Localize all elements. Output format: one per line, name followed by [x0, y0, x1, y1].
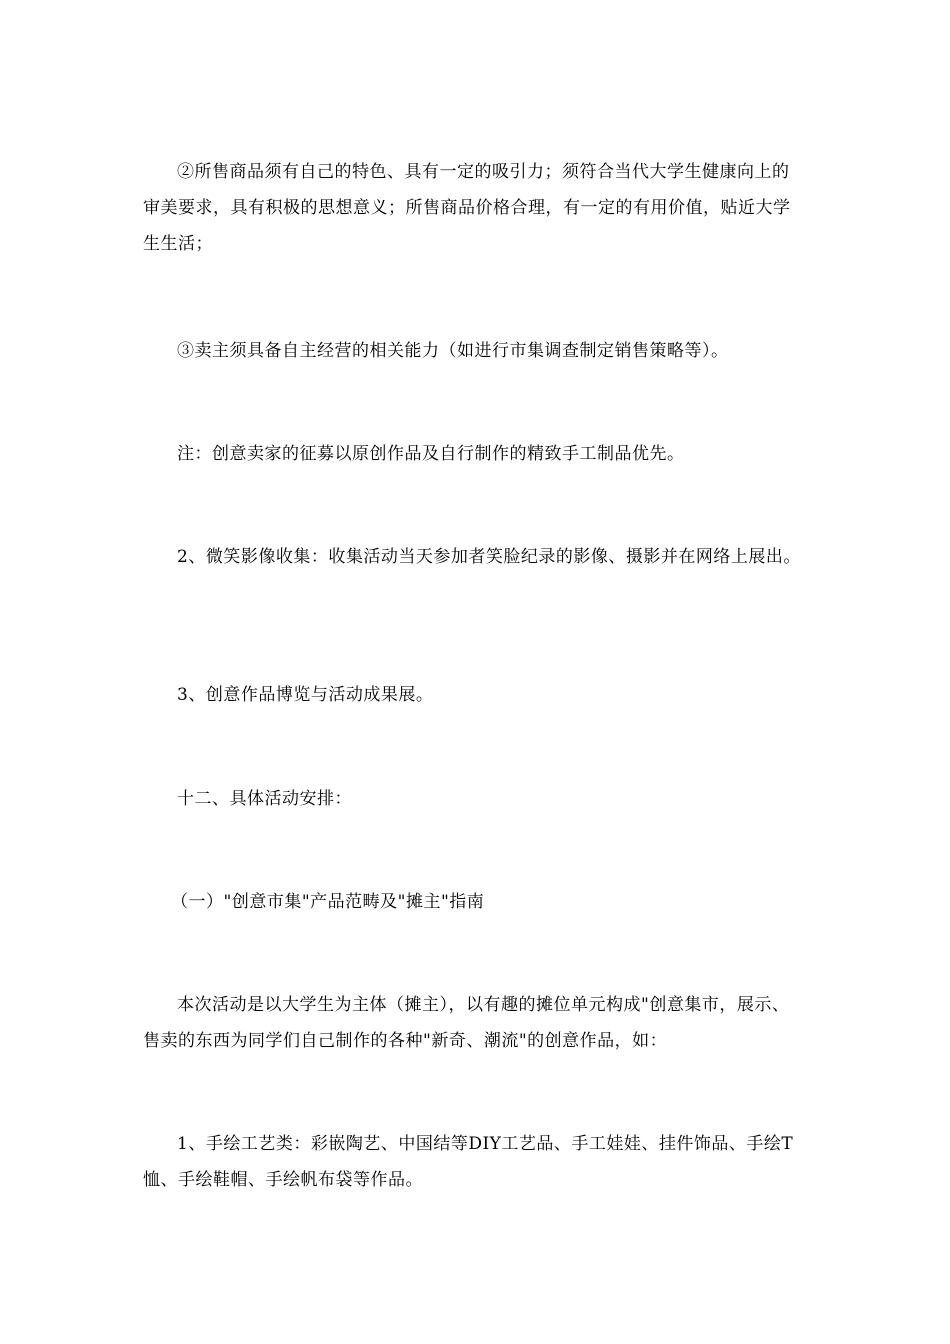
- paragraph-handcraft-category: 1、手绘工艺类：彩嵌陶艺、中国结等DIY工艺品、手工娃娃、挂件饰品、手绘T恤、手绘鞋帽、手绘帆布袋等作品。: [143, 1134, 794, 1190]
- paragraph-exhibition: 3、创意作品博览与活动成果展。: [177, 685, 434, 705]
- paragraph-smile-collection: 2、微笑影像收集：收集活动当天参加者笑脸纪录的影像、摄影并在网络上展出。: [177, 547, 801, 567]
- paragraph-product-requirements: ②所售商品须有自己的特色、具有一定的吸引力；须符合当代大学生健康向上的审美要求，具有积极的思想意义；所售商品价格合理，有一定的有用价值，贴近大学生生活；: [143, 162, 791, 254]
- subsection-heading-guide: （一）"创意市集"产品范畴及"摊主"指南: [171, 892, 485, 912]
- paragraph-activity-intro: 本次活动是以大学生为主体（摊主），以有趣的摊位单元构成"创意集市，展示、售卖的东西为同学们自己制作的各种"新奇、潮流"的创意作品，如：: [143, 995, 790, 1051]
- paragraph-seller-ability: ③卖主须具备自主经营的相关能力（如进行市集调查制定销售策略等）。: [177, 341, 729, 361]
- section-heading-schedule: 十二、具体活动安排：: [177, 789, 352, 809]
- paragraph-note: 注：创意卖家的征募以原创作品及自行制作的精致手工制品优先。: [177, 444, 685, 464]
